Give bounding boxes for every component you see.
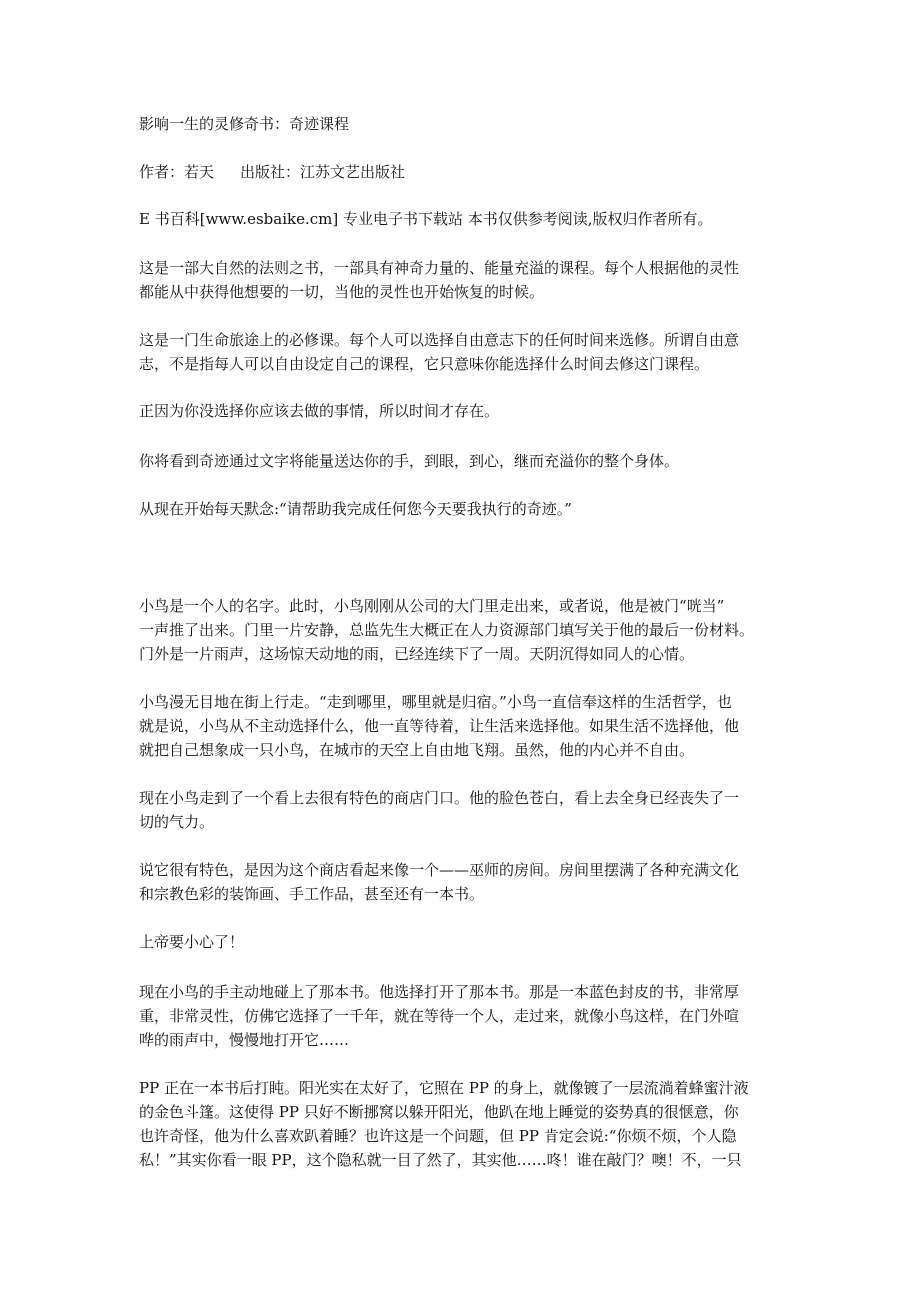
text-line: 上帝要小心了！: [139, 933, 245, 951]
story-paragraph-7: [139, 1076, 787, 1172]
source-line-text: E 书百科[www.esbaike.cm] 专业电子书下载站 本书仅供参考阅读,版权归作者所有。: [139, 210, 713, 228]
story-paragraph-1: [139, 594, 787, 666]
intro-paragraph-4: [139, 449, 787, 473]
text-line: 一声推了出来。门里一片安静，总监先生大概正在人力资源部门填写关于他的最后一份材料。: [139, 621, 755, 639]
text-line: 切的气力。: [139, 813, 215, 831]
story-paragraph-5: [139, 930, 787, 954]
story-paragraph-4: [139, 858, 787, 906]
book-meta-line: [139, 160, 787, 184]
source-line: [139, 207, 787, 231]
intro-paragraph-3: [139, 399, 787, 423]
text-line: 都能从中获得他想要的一切，当他的灵性也开始恢复的时候。: [139, 283, 545, 301]
text-line: 也许奇怪，他为什么喜欢趴着睡？也许这是一个问题，但 PP 肯定会说:“你烦不烦，个人隐: [139, 1127, 737, 1145]
text-line: 门外是一片雨声，这场惊天动地的雨，已经连续下了一周。天阴沉得如同人的心情。: [139, 645, 695, 663]
book-title: [139, 112, 787, 136]
text-line: 重，非常灵性，仿佛它选择了一千年，就在等待一个人，走过来，就像小鸟这样，在门外喧: [139, 1007, 740, 1025]
intro-paragraph-2: [139, 328, 787, 376]
text-line: 正因为你没选择你应该去做的事情，所以时间才存在。: [139, 402, 500, 420]
text-line: 这是一部大自然的法则之书，一部具有神奇力量的、能量充溢的课程。每个人根据他的灵性: [139, 259, 740, 277]
author-label: 作者：若天: [139, 163, 215, 181]
text-line: 私！”其实你看一眼 PP，这个隐私就一目了然了，其实他……咚！谁在敲门？噢！不，一只: [139, 1151, 742, 1169]
story-paragraph-3: [139, 786, 787, 834]
text-line: 这是一门生命旅途上的必修课。每个人可以选择自由意志下的任何时间来选修。所谓自由意: [139, 331, 740, 349]
story-paragraph-6: [139, 980, 787, 1052]
text-line: 说它很有特色，是因为这个商店看起来像一个——巫师的房间。房间里摆满了各种充满文化: [139, 861, 740, 879]
text-line: 现在小鸟走到了一个看上去很有特色的商店门口。他的脸色苍白，看上去全身已经丧失了一: [139, 789, 740, 807]
text-line: 哗的雨声中，慢慢地打开它……: [139, 1031, 350, 1049]
book-title-text: 影响一生的灵修奇书：奇迹课程: [139, 115, 350, 133]
text-line: 志，不是指每人可以自由设定自己的课程，它只意味你能选择什么时间去修这门课程。: [139, 355, 710, 373]
text-line: PP 正在一本书后打盹。阳光实在太好了，它照在 PP 的身上，就像镀了一层流淌着蜂蜜汁液: [139, 1079, 749, 1097]
intro-paragraph-1: [139, 256, 787, 304]
text-line: 小鸟是一个人的名字。此时，小鸟刚刚从公司的大门里走出来，或者说，他是被门“咣当”: [139, 597, 725, 615]
text-line: 就是说，小鸟从不主动选择什么，他一直等待着，让生活来选择他。如果生活不选择他，他: [139, 717, 740, 735]
text-line: 你将看到奇迹通过文字将能量送达你的手，到眼，到心，继而充溢你的整个身体。: [139, 452, 680, 470]
publisher-label: 出版社：江苏文艺出版社: [240, 163, 406, 181]
book-meta: [139, 160, 787, 184]
text-line: 小鸟漫无目地在街上行走。“走到哪里，哪里就是归宿。”小鸟一直信奉这样的生活哲学，也: [139, 693, 732, 711]
text-line: 就把自己想象成一只小鸟，在城市的天空上自由地飞翔。虽然，他的内心并不自由。: [139, 741, 695, 759]
text-line: 和宗教色彩的装饰画、手工作品，甚至还有一本书。: [139, 885, 485, 903]
text-line: 现在小鸟的手主动地碰上了那本书。他选择打开了那本书。那是一本蓝色封皮的书，非常厚: [139, 983, 740, 1001]
text-line: 从现在开始每天默念:“请帮助我完成任何您今天要我执行的奇迹。”: [139, 500, 572, 518]
story-paragraph-2: [139, 690, 787, 762]
text-line: 的金色斗篷。这使得 PP 只好不断挪窝以躲开阳光，他趴在地上睡觉的姿势真的很惬意，你: [139, 1103, 739, 1121]
intro-paragraph-5: [139, 497, 787, 521]
